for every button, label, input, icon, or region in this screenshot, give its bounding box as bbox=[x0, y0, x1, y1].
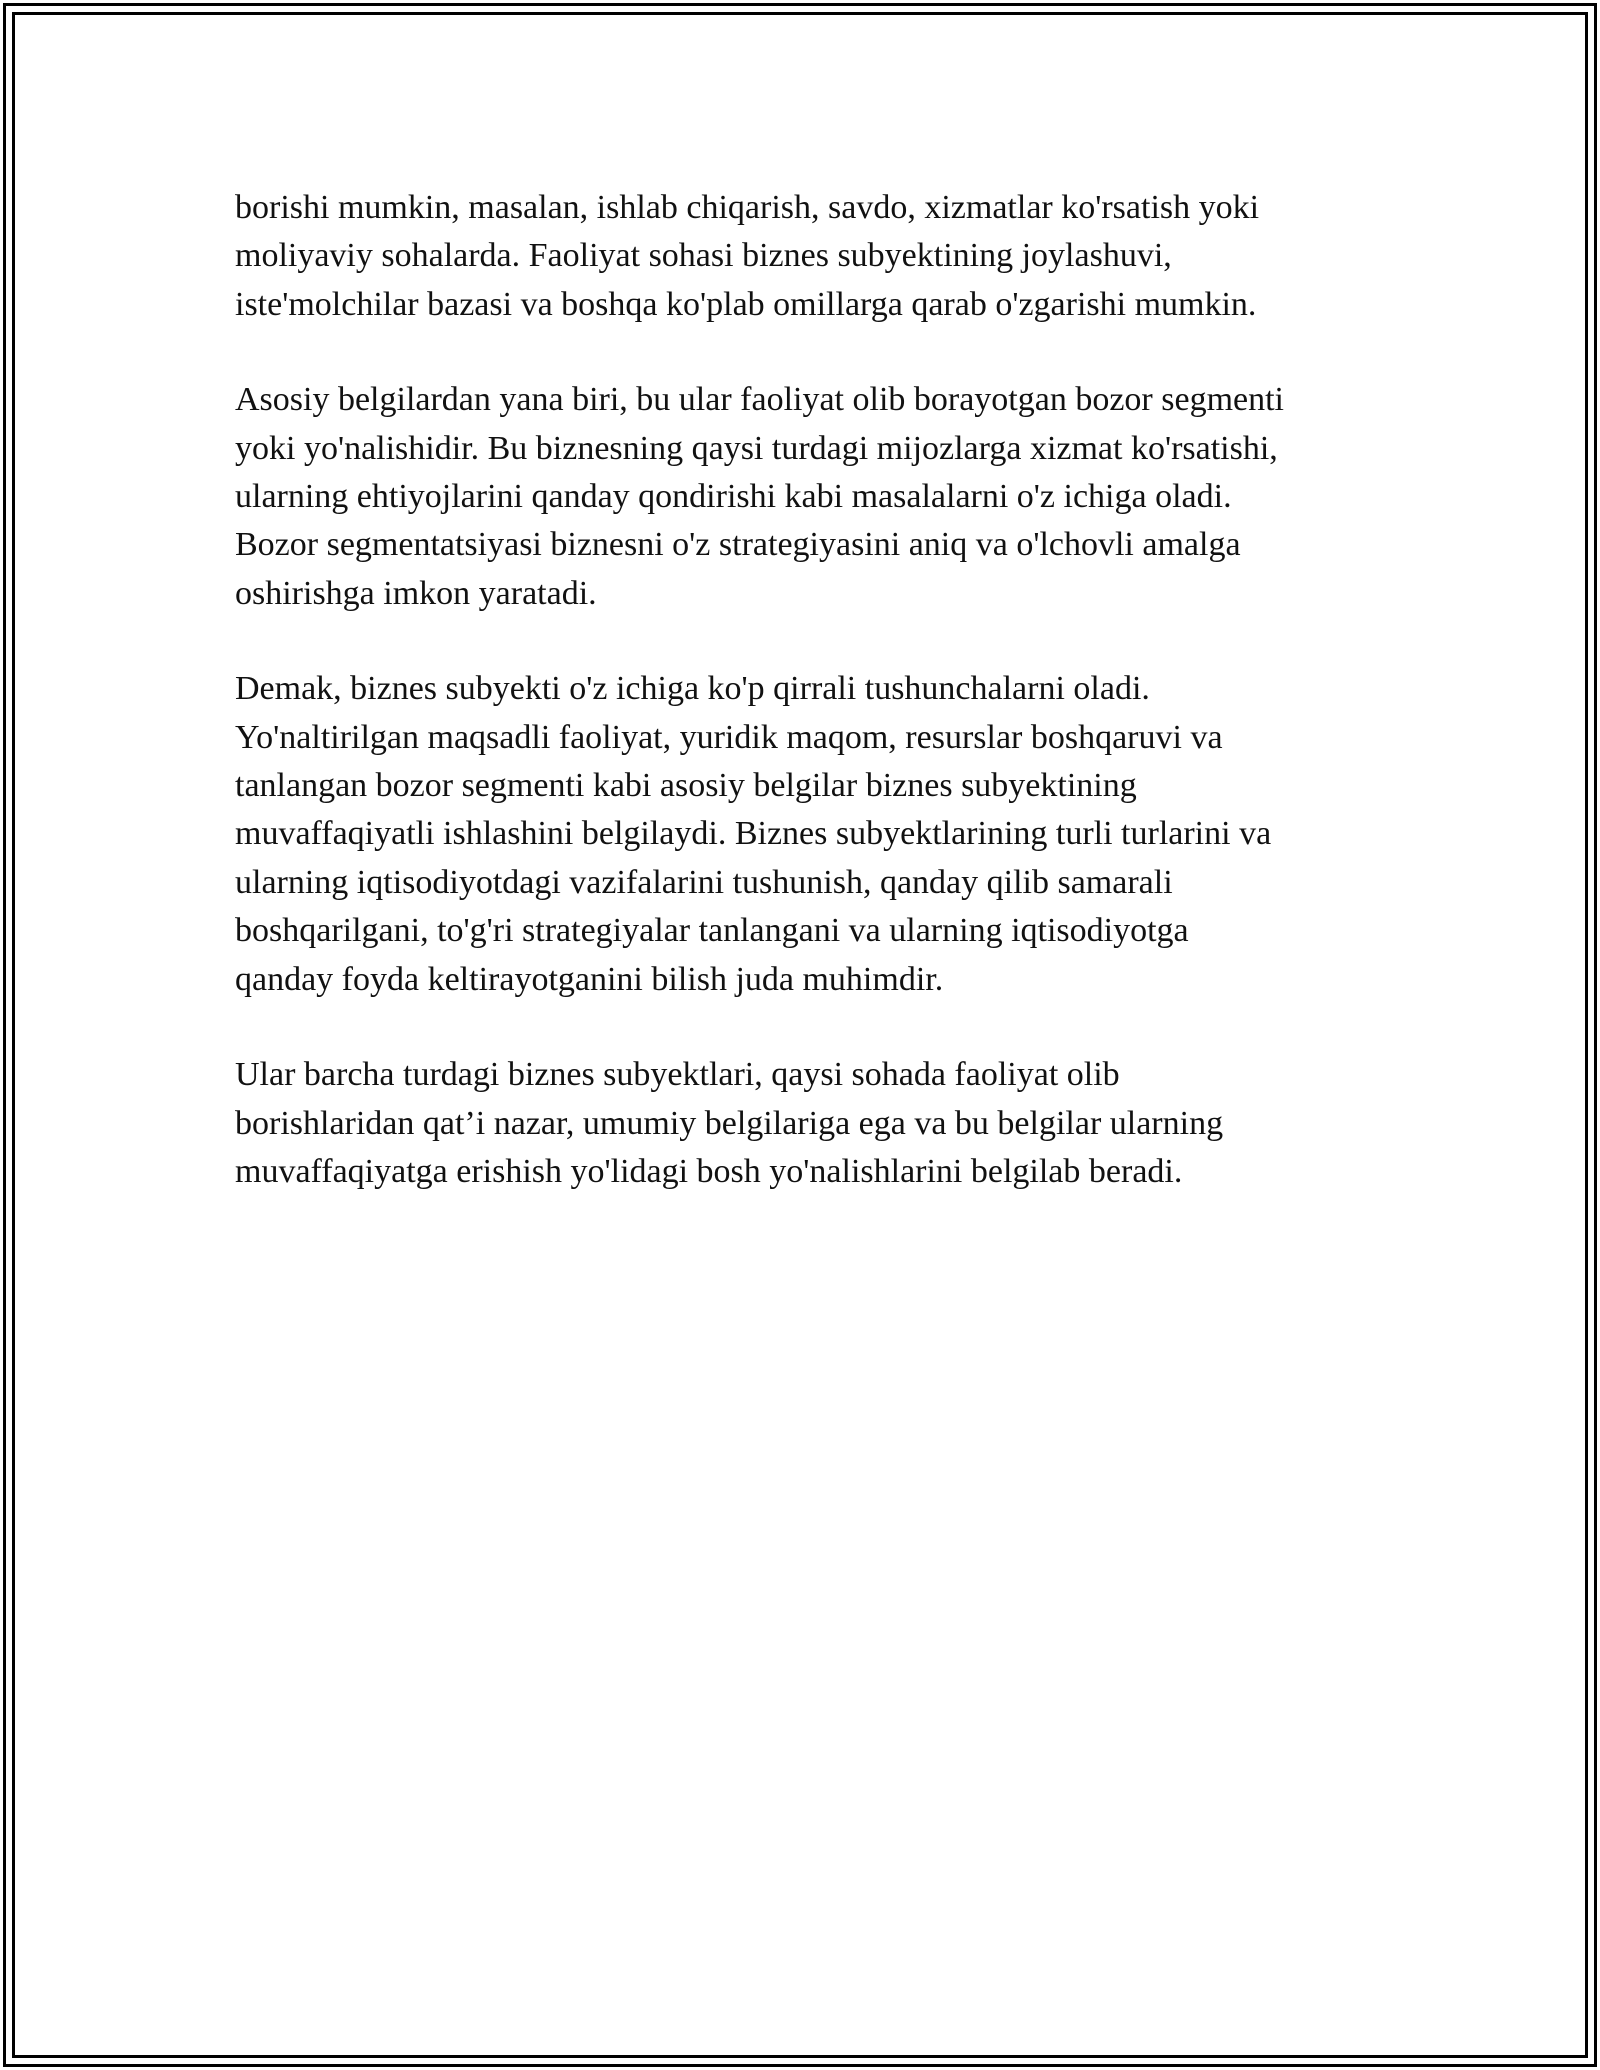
text-line: boshqarilgani, to'g'ri strategiyalar tanlangani va ularning iqtisodiyotga bbox=[235, 912, 1189, 950]
paragraph-2 bbox=[235, 376, 1375, 618]
text-line: Ular barcha turdagi biznes subyektlari, qaysi sohada faoliyat olib bbox=[235, 1056, 1120, 1094]
text-line: muvaffaqiyatli ishlashini belgilaydi. Biznes subyektlarining turli turlarini va bbox=[235, 815, 1272, 853]
paragraph-3 bbox=[235, 665, 1375, 1004]
text-line: Asosiy belgilardan yana biri, bu ular faoliyat olib borayotgan bozor segmenti bbox=[235, 381, 1285, 419]
text-line: muvaffaqiyatga erishish yo'lidagi bosh yo'nalishlarini belgilab beradi. bbox=[235, 1152, 1183, 1190]
text-line: ularning iqtisodiyotdagi vazifalarini tushunish, qanday qilib samarali bbox=[235, 863, 1173, 901]
text-line: Bozor segmentatsiyasi biznesni o'z strategiyasini aniq va o'lchovli amalga bbox=[235, 526, 1241, 564]
text-line: Yo'naltirilgan maqsadli faoliyat, yuridik maqom, resurslar boshqaruvi va bbox=[235, 718, 1223, 756]
paragraph-1 bbox=[235, 184, 1375, 329]
text-line: borishi mumkin, masalan, ishlab chiqarish, savdo, xizmatlar ko'rsatish yoki bbox=[235, 189, 1260, 226]
paragraph-4 bbox=[235, 1051, 1375, 1196]
text-line: Demak, biznes subyekti o'z ichiga ko'p qirrali tushunchalarni oladi. bbox=[235, 670, 1150, 708]
text-line: borishlaridan qat’i nazar, umumiy belgilariga ega va bu belgilar ularning bbox=[235, 1104, 1224, 1142]
text-line: yoki yo'nalishidir. Bu biznesning qaysi turdagi mijozlarga xizmat ko'rsatishi, bbox=[235, 429, 1278, 467]
text-line: qanday foyda keltirayotganini bilish juda muhimdir. bbox=[235, 960, 944, 998]
text-line: oshirishga imkon yaratadi. bbox=[235, 574, 597, 612]
document-body bbox=[235, 184, 1375, 1243]
text-line: tanlangan bozor segmenti kabi asosiy belgilar biznes subyektining bbox=[235, 767, 1137, 805]
text-line: moliyaviy sohalarda. Faoliyat sohasi biznes subyektining joylashuvi, bbox=[235, 237, 1172, 275]
text-line: iste'molchilar bazasi va boshqa ko'plab omillarga qarab o'zgarishi mumkin. bbox=[235, 285, 1257, 323]
text-line: ularning ehtiyojlarini qanday qondirishi kabi masalalarni o'z ichiga oladi. bbox=[235, 478, 1232, 516]
